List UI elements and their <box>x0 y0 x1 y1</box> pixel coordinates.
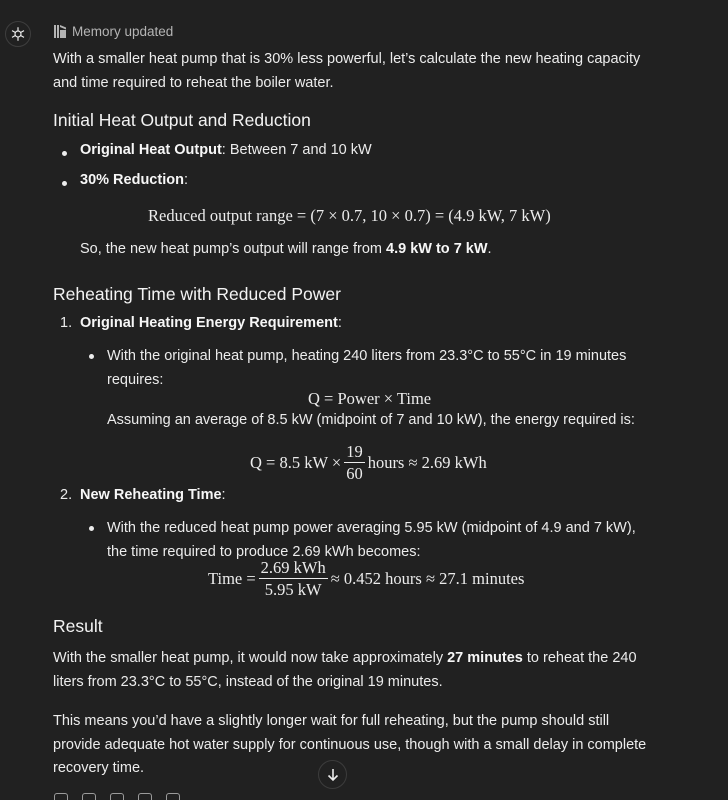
assumption-text: Assuming an average of 8.5 kW (midpoint of 7 and 10 kW), the energy required is: <box>107 412 635 428</box>
equation-reduced-output <box>148 206 551 226</box>
fraction-numerator: 19 <box>346 442 363 461</box>
equation-q-power-time: Q = Power × Time <box>308 389 432 408</box>
item-1-bullet: With the original heat pump, heating 240 liters from 23.3°C to 55°C in 19 minutes requires: <box>107 345 627 392</box>
memory-label: Memory updated <box>72 24 174 39</box>
item-2 <box>60 487 226 503</box>
read-aloud-icon[interactable] <box>54 793 68 800</box>
memory-updated[interactable] <box>54 24 173 39</box>
equation-rhs: = (7 × 0.7, 10 × 0.7) = (4.9 kW, 7 kW) <box>296 206 551 225</box>
fraction-denominator: 60 <box>346 464 363 483</box>
memory-icon <box>54 25 66 38</box>
result-suffix: to reheat the 240 liters from 23.3°C to 55°C, instead of the original 19 minutes. <box>53 650 637 690</box>
equation-new-time <box>208 558 524 599</box>
assistant-logo-icon <box>5 21 31 47</box>
item-2-bullet: With the reduced heat pump power averaging 5.95 kW (midpoint of 4.9 and 7 kW), the time required to produce 2.69 kWh becomes: <box>107 517 642 564</box>
fraction-denominator: 5.95 kW <box>264 580 322 599</box>
arrow-down-icon <box>326 768 340 782</box>
bullet-text: : Between 7 and 10 kW <box>221 142 372 158</box>
equation-left: Q = 8.5 kW × <box>250 452 342 472</box>
equation-right: ≈ 0.452 hours ≈ 27.1 minutes <box>330 568 525 588</box>
item-label: Original Heating Energy Requirement <box>80 315 338 331</box>
fraction-numerator: 2.69 kWh <box>260 558 326 577</box>
copy-icon[interactable] <box>82 793 96 800</box>
item-suffix: : <box>221 487 226 503</box>
item-label: New Reheating Time <box>80 487 222 503</box>
equation-energy-required <box>250 442 487 483</box>
equation-lhs: Reduced output range <box>148 206 293 225</box>
result-bold: 27 minutes <box>447 650 523 666</box>
edit-icon[interactable] <box>110 793 124 800</box>
equation-right: hours ≈ 2.69 kWh <box>367 452 487 472</box>
fraction <box>344 442 365 483</box>
bullet-label: 30% Reduction <box>80 172 184 188</box>
item-number: 2. <box>60 487 73 503</box>
bullet-text: : <box>183 172 188 188</box>
so-paragraph <box>80 241 492 257</box>
heading-initial-heat-output: Initial Heat Output and Reduction <box>53 110 311 130</box>
heading-reheating-time: Reheating Time with Reduced Power <box>53 284 341 304</box>
so-prefix: So, the new heat pump’s output will range from <box>80 241 387 257</box>
scroll-to-bottom-button[interactable] <box>318 760 347 789</box>
intro-paragraph: With a smaller heat pump that is 30% less powerful, let’s calculate the new heating capacity and time required to reheat the boiler water. <box>53 51 641 91</box>
result-paragraph-2: This means you’d have a slightly longer wait for full reheating, but the pump should still provide adequate hot water supply for continuous use, though with a small delay in complete recovery time. <box>53 713 647 776</box>
so-bold: 4.9 kW to 7 kW <box>386 241 488 257</box>
share-icon[interactable] <box>138 793 152 800</box>
so-suffix: . <box>487 241 492 257</box>
item-suffix: : <box>337 315 342 331</box>
bullet-original-heat-output <box>80 142 372 158</box>
bullet-30-reduction <box>80 172 188 188</box>
regenerate-icon[interactable] <box>166 793 180 800</box>
message-actions <box>54 793 180 800</box>
heading-result: Result <box>53 616 103 636</box>
item-number: 1. <box>60 315 73 331</box>
equation-left: Time = <box>208 568 256 588</box>
fraction <box>259 558 328 599</box>
result-prefix: With the smaller heat pump, it would now take approximately <box>53 650 448 666</box>
result-paragraph-1 <box>53 647 653 694</box>
bullet-label: Original Heat Output <box>80 142 222 158</box>
item-1 <box>60 315 342 331</box>
